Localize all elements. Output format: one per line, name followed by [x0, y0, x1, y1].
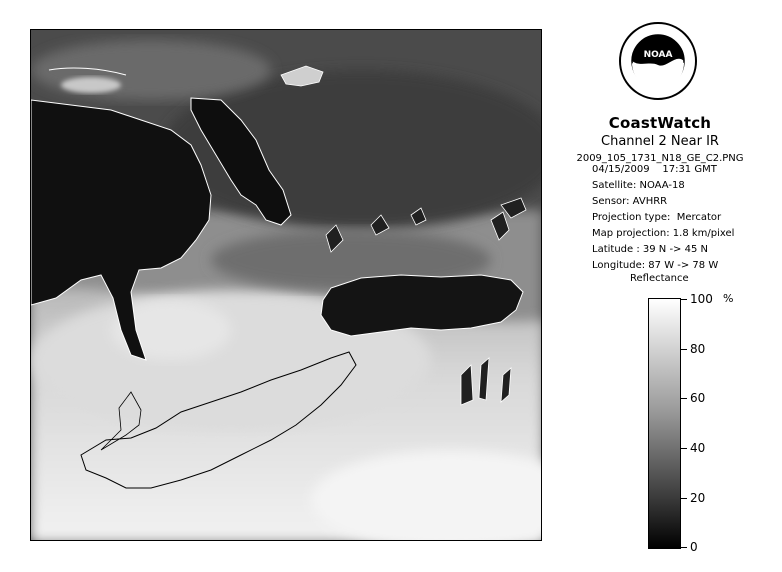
- scale-title: Reflectance: [630, 273, 689, 284]
- scale-tick: [681, 498, 687, 499]
- satellite-map: [30, 29, 542, 541]
- noaa-logo: [618, 21, 698, 101]
- scale-tick-label: 80: [690, 342, 706, 356]
- metadata-list: [592, 162, 734, 274]
- map-projection-label: Map projection: 1.8 km/pixel: [592, 228, 735, 239]
- manitoulin-island: [61, 77, 121, 93]
- scale-tick-label: 60: [690, 391, 706, 405]
- projection-type-label: Projection type: Mercator: [592, 212, 722, 223]
- satellite-label: Satellite: NOAA-18: [592, 180, 685, 191]
- longitude-label: Longitude: 87 W -> 78 W: [592, 260, 719, 271]
- scale-tick-label: 40: [690, 441, 706, 455]
- scale-tick-label: 0: [690, 540, 698, 554]
- scale-tick: [681, 448, 687, 449]
- filename-label: 2009_105_1731_N18_GE_C2.PNG: [576, 153, 744, 164]
- land-texture: [31, 40, 271, 100]
- title-block: [560, 114, 760, 164]
- scale-tick-label: 20: [690, 491, 706, 505]
- sensor-label: Sensor: AVHRR: [592, 196, 668, 207]
- app-title: CoastWatch: [608, 114, 712, 132]
- scale-unit: %: [723, 292, 734, 305]
- noaa-logo-text: NOAA: [643, 50, 673, 60]
- scale-tick: [681, 547, 687, 548]
- channel-label: Channel 2 Near IR: [601, 134, 719, 149]
- scale-tick: [681, 349, 687, 350]
- latitude-label: Latitude : 39 N -> 45 N: [592, 244, 708, 255]
- datetime-label: 04/15/2009 17:31 GMT: [592, 164, 717, 175]
- satellite-image: [31, 30, 542, 541]
- noaa-seal-icon: [618, 21, 698, 101]
- scale-tick: [681, 398, 687, 399]
- scale-tick: [681, 299, 687, 300]
- scale-tick-label: 100: [690, 292, 713, 306]
- reflectance-colorbar: [648, 298, 681, 549]
